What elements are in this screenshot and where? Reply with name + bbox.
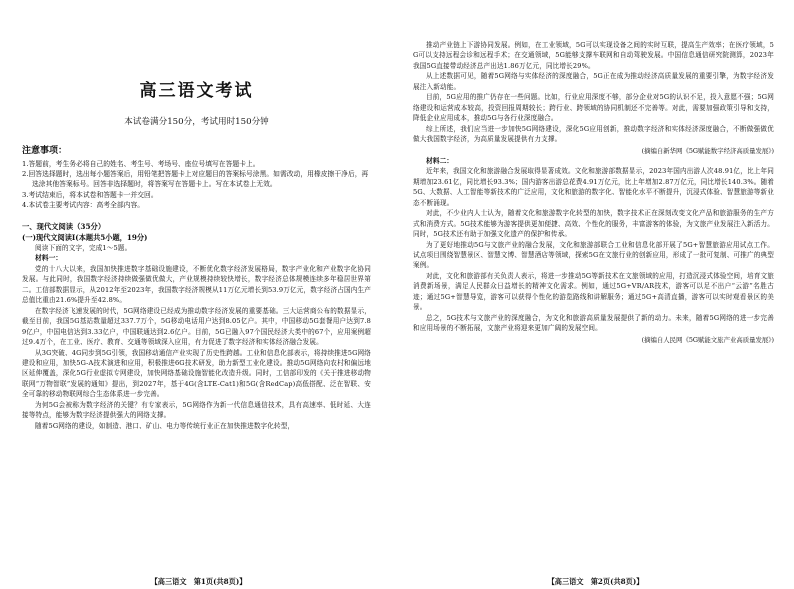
body-paragraph: 目前，5G应用的推广仍存在一些问题。比如，行业应用深度不够，部分企业对5G的认识不足，投入意愿不强；5G网络建设和运营成本较高，投资回报周期较长；跨行业、跨领域的协同机制还不完善等。对此，需要加强政策引导和支持，降低企业应用成本，推动5G与各行业深度融合。 xyxy=(413,93,774,123)
body-paragraph: 从上述数据可见，随着5G网络与实体经济的深度融合，5G正在成为推动经济高质量发展的重要引擎，为数字经济发展注入新动能。 xyxy=(413,72,774,91)
body-paragraph: 随着5G网络的建设，如制造、港口、矿山、电力等传统行业正在加快推进数字化转型， xyxy=(35,421,295,430)
material-label: 材料一： xyxy=(35,254,63,263)
body-paragraph: 为何5G会被称为数字经济的关键？有专家表示，5G网络作为新一代信息通信技术，具有高速率、低时延、大连接等特点，能够为数字经济提供强大的网络支撑。 xyxy=(22,400,371,420)
page-footer: 【高三语文 第1页(共8页)】 xyxy=(150,577,247,586)
body-paragraph: 从3G突破、4G同步到5G引领，我国移动通信产业实现了历史性跨越。工业和信息化部表示，将持续推进5G网络建设和应用，加快5G-A技术演进和应用，积极推进6G技术研发，助力新型工业化建设。推动5G网络向农村和偏远地区延伸覆盖，深化5G行业虚拟专网建设，加快网络基础设施智能化改造升级。同时，工信部印发的《关于推进移动物联网“万物智联”发展的通知》提出，到2027年，基于4G(含LTE-Cat1)和5G(含RedCap)高低搭配、泛在智联、安全可靠的移动物联网综合生态体系进一步完善。 xyxy=(22,348,371,399)
note-item: 3.考试结束后，将本试卷和答题卡一并交回。 xyxy=(22,190,158,199)
note-item: 4.本试卷主要考试内容：高考全部内容。 xyxy=(22,200,145,209)
page-footer: 【高三语文 第2页(共8页)】 xyxy=(547,577,644,586)
source-citation: (摘编自新华网《5G赋能数字经济高质量发展》) xyxy=(641,146,774,155)
material-label: 材料二： xyxy=(426,156,454,165)
instruction-text: 阅读下面的文字，完成1～5题。 xyxy=(35,244,132,253)
body-paragraph: 总之，5G技术与文旅产业的深度融合，为文化和旅游高质量发展提供了新的动力。未来，随着5G网络的进一步完善和应用场景的不断拓展，文旅产业将迎来更加广阔的发展空间。 xyxy=(413,313,774,333)
body-paragraph: 在数字经济飞速发展的时代，5G网络建设已经成为推动数字经济发展的重要基础。三大运营商公布的数据显示，截至目前，我国5G基站数量超过337.7万个，5G移动电话用户达到8.05亿户。其中，中国移动5G套餐用户达到7.89亿户，中国电信达到3.33亿户，中国联通达到2.6亿户。目前，5G已融入97个国民经济大类中的67个，应用案例超过9.4万个，在工业、医疗、教育、交通等领域深入应用，有力促进了数字经济和实体经济融合发展。 xyxy=(22,306,371,347)
right-page xyxy=(397,0,794,589)
body-paragraph: 党的十八大以来，我国加快推进数字基础设施建设，不断优化数字经济发展格局，数字产业化和产业数字化协同发展。与此同时，我国数字经济持续做强做优做大，产业规模持续较快增长，数字经济总体规模连续多年稳居世界第二。工信部数据显示，从2012年至2023年，我国数字经济规模从11万亿元增长到53.9万亿元，数字经济占国内生产总值比重由21.6%提升至42.8%。 xyxy=(22,264,371,305)
page-title: 高三语文考试 xyxy=(139,81,254,101)
notes-heading: 注意事项： xyxy=(22,146,68,156)
subsection-heading: (一)现代文阅读Ⅰ(本题共5小题，19分) xyxy=(22,232,148,242)
exam-info: 本试卷满分150分，考试用时150分钟 xyxy=(124,117,269,127)
body-paragraph: 对此，文化和旅游部有关负责人表示，将进一步推动5G等新技术在文旅领域的应用，打造沉浸式体验空间，培育文旅消费新场景，满足人民群众日益增长的精神文化需求。例如，通过5G+VR/AR技术，游客可以足不出户“云游”名胜古迹；通过5G+智慧导览，游客可以获得个性化的游览路线和讲解服务；通过5G+高清直播，游客可以实时观看景区的美景。 xyxy=(413,271,774,312)
body-paragraph: 对此，不少业内人士认为，随着文化和旅游数字化转型的加快，数字技术正在深刻改变文化产品和旅游服务的生产方式和消费方式。5G技术能够为游客提供更加便捷、高效、个性化的服务，丰富游客的体验，为文旅产业发展注入新活力。同时，5G技术还有助于加强文化遗产的保护和传承。 xyxy=(413,209,774,239)
body-paragraph: 近年来，我国文化和旅游融合发展取得显著成效。文化和旅游部数据显示，2023年国内出游人次48.91亿，比上年同期增加23.61亿，同比增长93.3%；国内游客出游总花费4.91万亿元，比上年增加2.87万亿元，同比增长140.3%。随着5G、大数据、人工智能等新技术的广泛应用，文化和旅游的数字化、智能化水平不断提升，沉浸式体验、智慧旅游等新业态不断涌现。 xyxy=(413,167,774,207)
note-item: 1.答题前，考生务必将自己的姓名、考生号、考场号、座位号填写在答题卡上。 xyxy=(22,160,260,168)
body-paragraph: 综上所述，我们应当进一步加快5G网络建设，深化5G应用创新，推动数字经济和实体经济深度融合，不断做强做优做大我国数字经济，为高质量发展提供有力支撑。 xyxy=(413,124,774,144)
section-heading: 一、现代文阅读（35分） xyxy=(22,222,106,232)
body-paragraph: 推动产业链上下游协同发展。例如，在工业领域，5G可以实现设备之间的实时互联，提高生产效率；在医疗领域，5G可以支持远程会诊和远程手术；在交通领域，5G能够支撑车联网和自动驾驶发展。中国信息通信研究院测算，2023年我国5G直接带动经济总产出达1.86万亿元，同比增长29%。 xyxy=(413,41,774,70)
note-item: 2.回答选择题时，选出每小题答案后，用铅笔把答题卡上对应题目的答案标号涂黑。如需改动，用橡皮擦干净后，再选涂其他答案标号。回答非选择题时，将答案写在答题卡上。写在本试卷上无效。 xyxy=(22,170,369,189)
source-citation: (摘编自人民网《5G赋能文旅产业高质量发展》) xyxy=(641,335,774,344)
body-paragraph: 为了更好地推动5G与文旅产业的融合发展，文化和旅游部联合工业和信息化部开展了5G+智慧旅游应用试点工作。试点项目围绕智慧景区、智慧文博、智慧酒店等领域，探索5G在文旅行业的创新应用，形成了一批可复制、可推广的典型案例。 xyxy=(413,240,774,270)
